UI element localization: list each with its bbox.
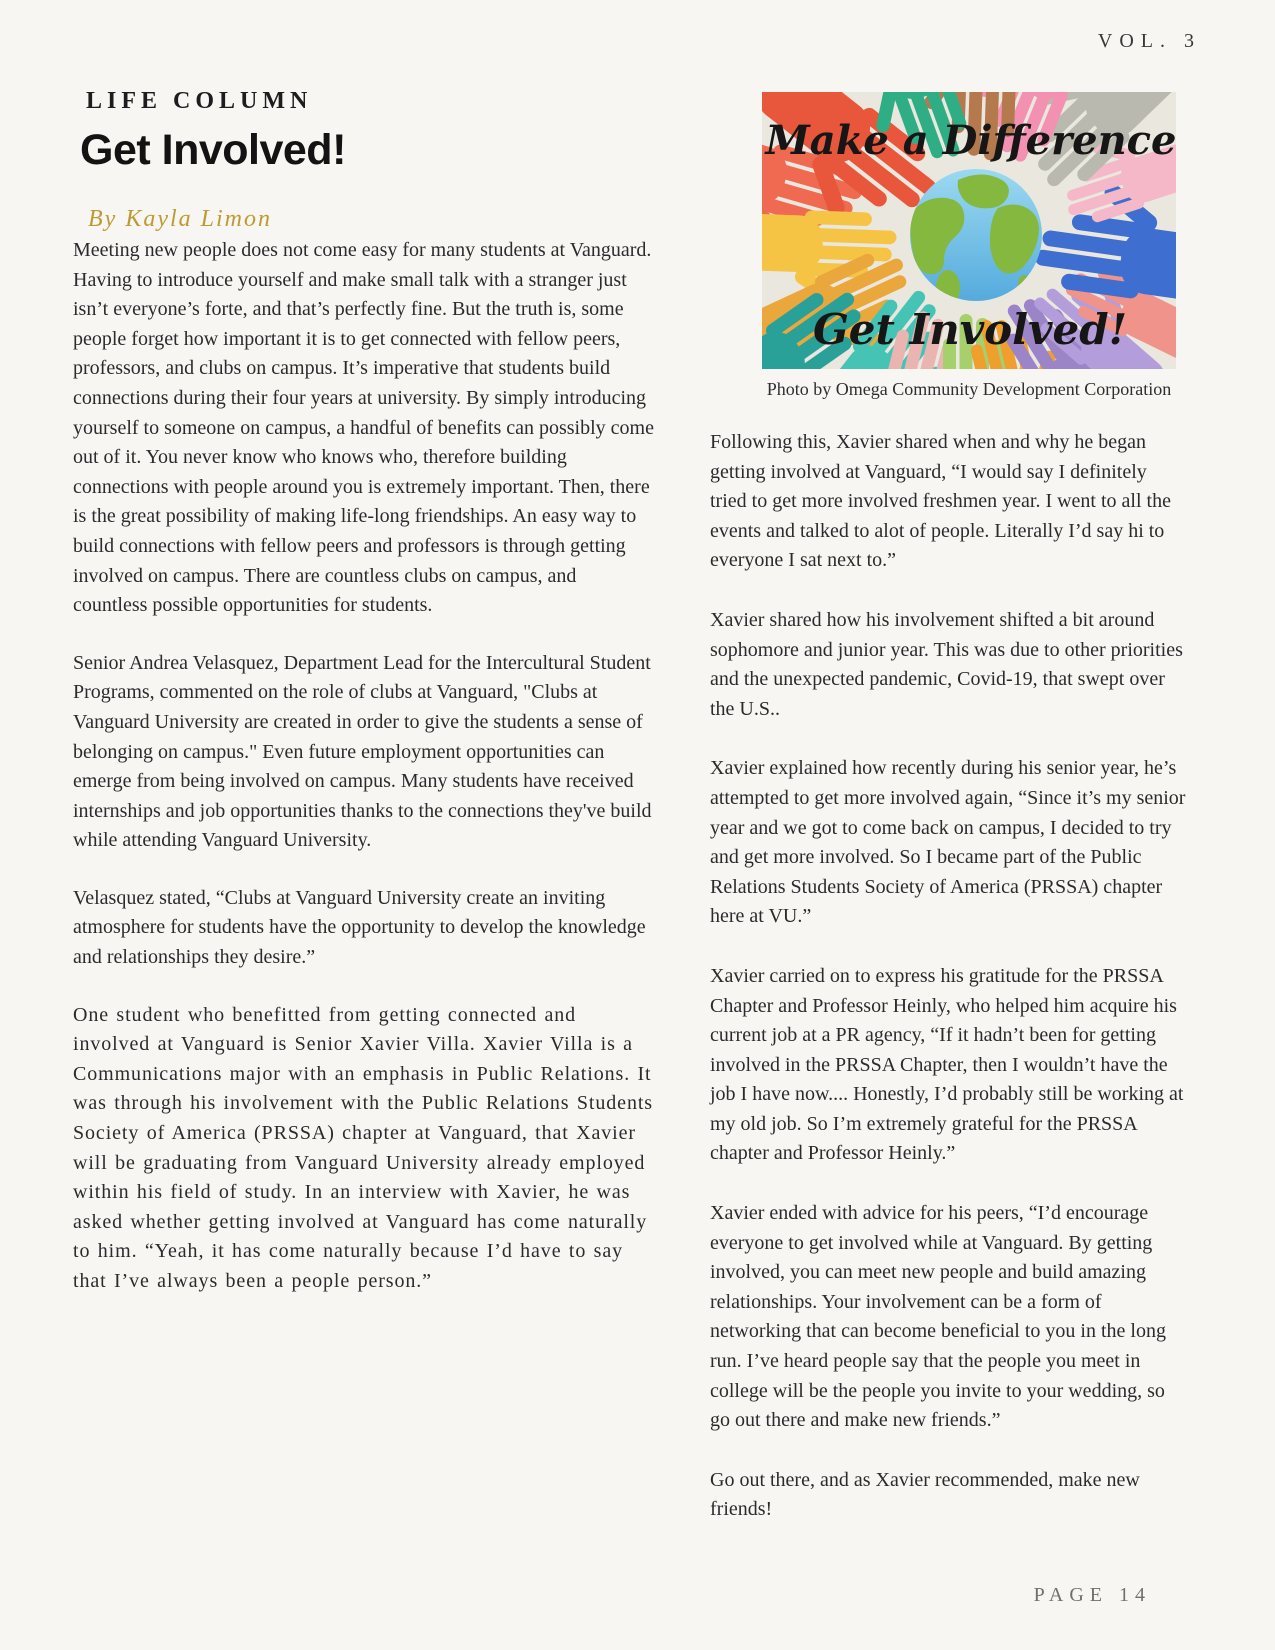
article-paragraph: Xavier ended with advice for his peers, “I’d encourage everyone to get involved while at Vanguard. By getting involved, you can meet new people and build amazing relationships. Your involvement can be a form of networking that can become beneficial to you in the long run. I’ve heard people say that the people you meet in college will be the people you invite to your wedding, so go out there and make new friends.” [710,1202,1166,1432]
page-number: PAGE 14 [1033,1584,1151,1606]
photo-overlay-top: Make a Difference [765,117,1176,164]
photo-caption: Photo by Omega Community Development Corporation [766,379,1172,399]
hands-globe-illustration [762,92,1176,369]
article-title: Get Involved! [80,126,346,174]
article-paragraph: Following this, Xavier shared when and why he began getting involved at Vanguard, “I would say I definitely tried to get more involved freshmen year. I went to all the events and talked to alot of people. Literally I’d say hi to everyone I sat next to.” [710,431,1171,572]
article-paragraph: Velasquez stated, “Clubs at Vanguard University create an inviting atmosphere for students have the opportunity to develop the knowledge and relationships they desire.” [73,886,646,969]
article-paragraph: Senior Andrea Velasquez, Department Lead for the Intercultural Student Programs, commented on the role of clubs at Vanguard, "Clubs at Vanguard University are created in order to give the students a sense of belonging on campus." Even future employment opportunities can emerge from being involved on campus. Many students have received internships and job opportunities thanks to the connections they've build while attending Vanguard University. [73,651,652,852]
article-paragraph: Xavier shared how his involvement shifted a bit around sophomore and junior year. This was due to other priorities and the unexpected pandemic, Covid-19, that swept over the U.S.. [710,608,1183,720]
byline: By Kayla Limon [88,206,272,232]
photo [762,92,1176,400]
left-column [73,236,655,1325]
right-column [710,428,1188,1555]
section-kicker: LIFE COLUMN [86,88,313,114]
photo-overlay-bottom: Get Involved! [812,305,1128,354]
article-paragraph: Go out there, and as Xavier recommended, make new friends! [710,1468,1140,1521]
article-paragraph: Xavier carried on to express his gratitude for the PRSSA Chapter and Professor Heinly, who helped him acquire his current job at a PR agency, “If it hadn’t been for getting involved in the PRSSA Chapter, then I wouldn’t have the job I have now.... Honestly, I’d probably still be working at my old job. So I’m extremely grateful for the PRSSA chapter and Professor Heinly.” [710,964,1184,1165]
article-paragraph: One student who benefitted from getting connected and involved at Vanguard is Senior Xavier Villa. Xavier Villa is a Communications major with an emphasis in Public Relations. It was through his involvement with the Public Relations Students Society of America (PRSSA) chapter at Vanguard, that Xavier will be graduating from Vanguard University already employed within his field of study. In an interview with Xavier, he was asked whether getting involved at Vanguard has come naturally to him. “Yeah, it has come naturally because I’d have to say that I’ve always been a people person.” [73,1003,653,1292]
volume-label: VOL. 3 [1097,30,1201,52]
article-paragraph: Meeting new people does not come easy for many students at Vanguard. Having to introduce yourself and make small talk with a stranger just isn’t everyone’s forte, and that’s perfectly fine. But the truth is, some people forget how important it is to get connected with fellow peers, professors, and clubs on campus. It’s imperative that students build connections during their four years at university. By simply introducing yourself to someone on campus, a handful of benefits can possibly come out of it. You never know who knows who, therefore building connections with people around you is extremely important. Then, there is the great possibility of making life-long friendships. An easy way to build connections with fellow peers and professors is through getting involved on campus. There are countless clubs on campus, and countless possible opportunities for students. [73,239,654,617]
article-paragraph: Xavier explained how recently during his senior year, he’s attempted to get more involved again, “Since it’s my senior year and we got to come back on campus, I decided to try and get more involved. So I became part of the Public Relations Students Society of America (PRSSA) chapter here at VU.” [710,757,1186,928]
